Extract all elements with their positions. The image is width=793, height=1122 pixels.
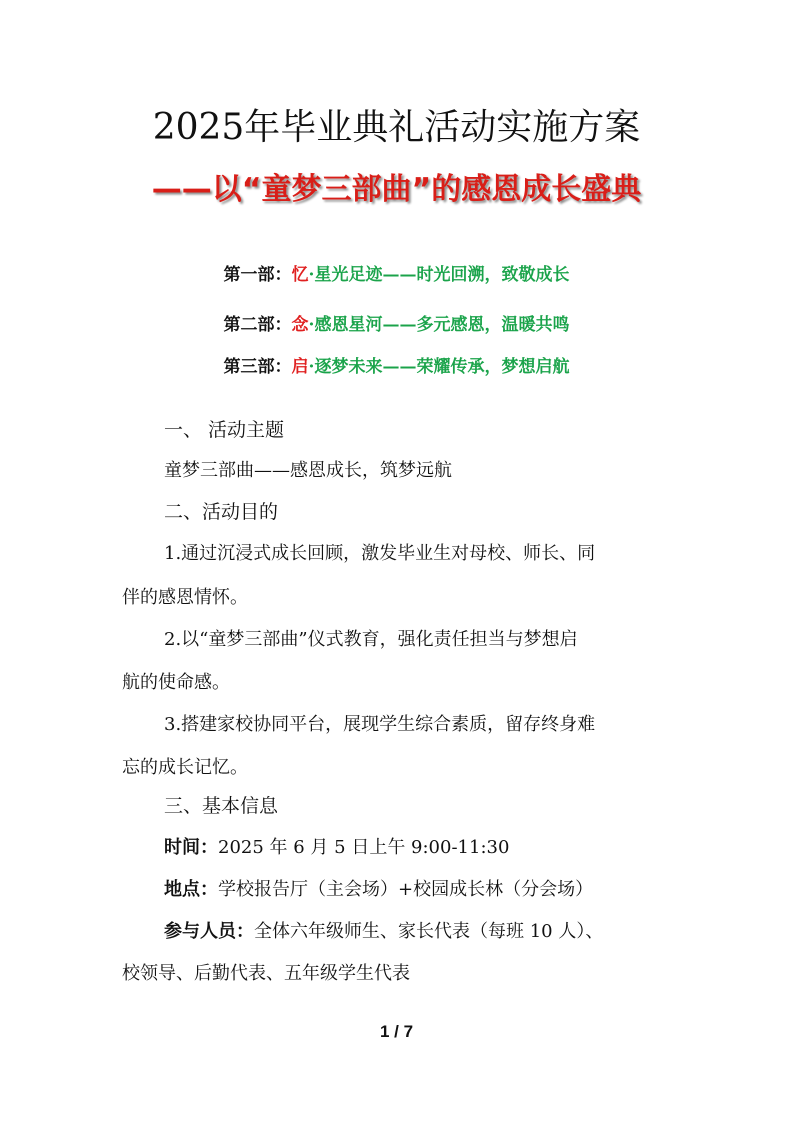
- info-place-value: 学校报告厅（主会场）+校园成长林（分会场）: [218, 879, 594, 900]
- part-one-label: 第一部：: [223, 265, 292, 285]
- info-time-value: 2025 年 6 月 5 日上午 9:00-11:30: [218, 837, 510, 858]
- part-three-text: ·逐梦未来——荣耀传承，梦想启航: [308, 357, 570, 377]
- purpose-item-1-line2: 伴的感恩情怀。: [122, 587, 248, 608]
- section-two-heading: 二、活动目的: [164, 501, 279, 523]
- purpose-item-1-line1: 1.通过沉浸式成长回顾，激发毕业生对母校、师长、同: [164, 543, 596, 564]
- section-one-text: 童梦三部曲——感恩成长，筑梦远航: [164, 460, 452, 481]
- info-people-label: 参与人员：: [164, 921, 254, 942]
- info-place: [164, 876, 593, 904]
- document-subtitle: ——以“童梦三部曲”的感恩成长盛典: [151, 172, 642, 207]
- part-two: [0, 312, 793, 338]
- part-three-label: 第三部：: [223, 357, 292, 377]
- purpose-item-3-line2: 忘的成长记忆。: [122, 757, 248, 778]
- info-people-value: 全体六年级师生、家长代表（每班 10 人）、: [254, 921, 604, 942]
- part-three: [0, 354, 793, 380]
- part-three-key: 启: [291, 357, 309, 377]
- part-one-text: ·星光足迹——时光回溯，致敬成长: [308, 265, 570, 285]
- purpose-item-3-line1: 3.搭建家校协同平台，展现学生综合素质，留存终身难: [164, 714, 596, 735]
- part-one-key: 忆: [291, 265, 309, 285]
- section-three-heading: 三、基本信息: [164, 795, 279, 817]
- section-one-heading: 一、 活动主题: [164, 419, 285, 441]
- part-two-label: 第二部：: [223, 315, 292, 335]
- info-place-label: 地点：: [164, 879, 218, 900]
- part-one: [0, 262, 793, 288]
- info-time: [164, 834, 509, 862]
- part-two-text: ·感恩星河——多元感恩，温暖共鸣: [308, 315, 570, 335]
- document-title: 2025年毕业典礼活动实施方案: [152, 107, 641, 148]
- purpose-item-2-line2: 航的使命感。: [122, 672, 230, 693]
- part-two-key: 念: [291, 315, 309, 335]
- info-people: [164, 918, 603, 946]
- info-people-cont: 校领导、后勤代表、五年级学生代表: [122, 963, 410, 984]
- info-time-label: 时间：: [164, 837, 218, 858]
- purpose-item-2-line1: 2.以“童梦三部曲”仪式教育，强化责任担当与梦想启: [164, 629, 578, 650]
- page-number: 1 / 7: [379, 1022, 414, 1041]
